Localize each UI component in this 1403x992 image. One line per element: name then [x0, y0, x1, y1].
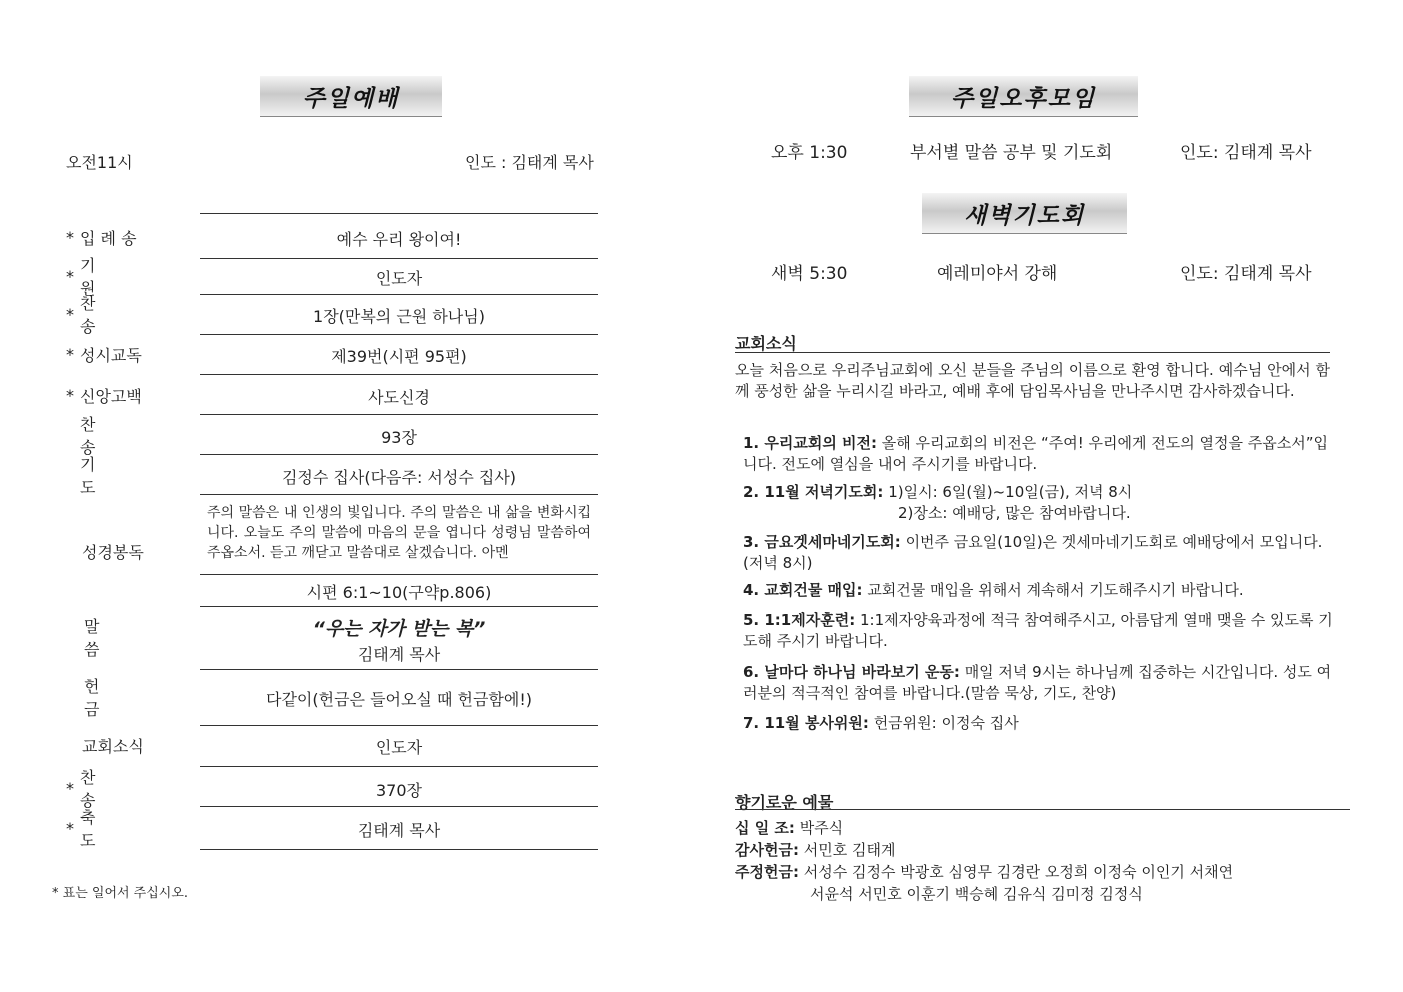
order-label-10: * 찬 송: [66, 768, 122, 810]
order-label-5: * 신앙고백: [66, 385, 142, 406]
news-title: 교회소식: [735, 334, 797, 353]
order-value-10: 370장: [376, 781, 422, 800]
order-value-8: 다같이(헌금은 들어오실 때 헌금함에!): [266, 690, 532, 709]
order-value-6: 93장: [381, 428, 417, 447]
offering-thanks: 감사헌금: 서민호 김태계: [735, 841, 896, 859]
dawn-desc: 예레미야서 강해: [937, 264, 1058, 284]
order-value-9: 인도자: [375, 738, 423, 757]
dawn-banner: 새벽기도회: [922, 193, 1127, 234]
reading-label: 성경봉독: [82, 542, 144, 562]
order-label-8: 헌 금: [84, 677, 140, 719]
offering-rule: [735, 809, 1350, 810]
afternoon-desc: 부서별 말씀 공부 및 기도회: [910, 143, 1113, 163]
footnote: * 표는 일어서 주십시오.: [52, 886, 189, 901]
sermon-title: “우는 자가 받는 복”: [312, 618, 486, 640]
news-intro: 오늘 처음으로 우리주님교회에 오신 분들을 주님의 이름으로 환영 합니다. 예수님 안에서 함께 풍성한 삶을 누리시길 바라고, 예배 후에 담임목사님을 만나주시면 감사하겠습니다.: [735, 361, 1330, 400]
afternoon-banner: 주일오후모임: [909, 76, 1138, 117]
divider: [200, 213, 598, 214]
order-label-7: 기 도: [80, 455, 130, 497]
order-value-3: 1장(만복의 근원 하나님): [313, 307, 485, 326]
worship-time: 오전11시: [66, 153, 133, 172]
worship-banner: 주일예배: [260, 76, 442, 117]
news-item-7: 7. 11월 봉사위원: 헌금위원: 이정숙 집사: [743, 714, 1019, 732]
order-label-4: * 성시교독: [66, 344, 142, 365]
sermon-label: 말 씀: [84, 617, 140, 659]
dawn-leader: 인도: 김태계 목사: [1180, 264, 1312, 284]
dawn-time: 새벽 5:30: [771, 264, 848, 284]
order-value-2: 인도자: [375, 269, 423, 288]
news-item-3: 3. 금요겟세마네기도회: 이번주 금요일(10일)은 겟세마네기도회로 예배당에서 모입니다.(저녁 8시): [743, 533, 1323, 572]
order-label-11: * 축 도: [66, 808, 122, 850]
offering-tithe: 십 일 조: 박주식: [735, 819, 844, 837]
news-item-4: 4. 교회건물 매입: 교회건물 매입을 위해서 계속해서 기도해주시기 바랍니다.: [743, 581, 1244, 599]
order-label-2: * 기 원: [66, 256, 122, 298]
sermon-preacher: 김태계 목사: [357, 645, 441, 664]
order-value-7: 김정수 집사(다음주: 서성수 집사): [281, 468, 517, 487]
order-value-4: 제39번(시편 95편): [331, 347, 467, 366]
news-item-6: 6. 날마다 하나님 바라보기 운동: 매일 저녁 9시는 하나님께 집중하는 시간입니다. 성도 여러분의 적극적인 참여를 바랍니다.(말씀 묵상, 기도, 찬양): [743, 663, 1332, 702]
offering-weekly: 주정헌금: 서성수 김정수 박광호 심영무 김경란 오정희 이정숙 이인기 서채연: [735, 863, 1234, 881]
offering-title: 향기로운 예물: [735, 793, 834, 812]
reading-reference: 시편 6:1~10(구약p.806): [306, 583, 492, 602]
news-item-5: 5. 1:1제자훈련: 1:1제자양육과정에 적극 참여해주시고, 아름답게 열매 맺을 수 있도록 기도해 주시기 바랍니다.: [743, 611, 1333, 650]
order-value-5: 사도신경: [368, 388, 430, 407]
order-label-9: 교회소식: [82, 736, 144, 756]
reading-prayer: 주의 말씀은 내 인생의 빛입니다. 주의 말씀은 내 삶을 변화시킵니다. 오늘도 주의 말씀에 마음의 문을 엽니다 성령님 말씀하여 주옵소서. 듣고 깨닫고 말씀대로 살겠습니다. 아멘: [207, 505, 591, 561]
worship-leader: 인도 : 김태계 목사: [465, 153, 594, 172]
afternoon-leader: 인도: 김태계 목사: [1180, 143, 1312, 163]
news-rule: [735, 352, 1330, 353]
order-value-1: 예수 우리 왕이여!: [336, 230, 462, 249]
order-label-6: 찬 송: [80, 415, 130, 457]
news-item-2: 2. 11월 저녁기도회: 1)일시: 6일(월)~10일(금), 저녁 8시 2)장소: 예배당, 많은 참여바랍니다.: [743, 483, 1133, 522]
offering-weekly-cont: 서윤석 서민호 이훈기 백승혜 김유식 김미정 김정식: [810, 885, 1143, 903]
news-item-1: 1. 우리교회의 비전: 올해 우리교회의 비전은 “주여! 우리에게 전도의 열정을 주옵소서”입니다. 전도에 열심을 내어 주시기를 바랍니다.: [743, 434, 1328, 473]
order-label-1: * 입 례 송: [66, 227, 137, 248]
afternoon-time: 오후 1:30: [771, 143, 848, 163]
order-value-11: 김태계 목사: [357, 821, 441, 840]
order-label-3: * 찬 송: [66, 294, 122, 336]
